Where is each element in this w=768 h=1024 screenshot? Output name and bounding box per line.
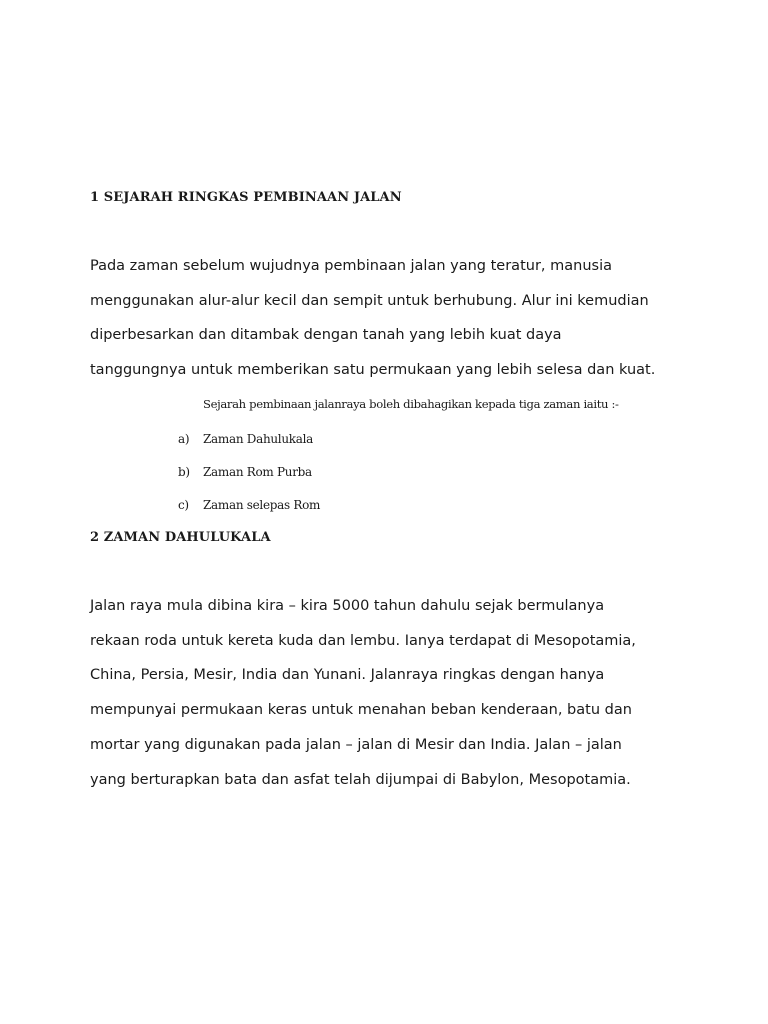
paragraph-line: China, Persia, Mesir, India dan Yunani. Jalanraya ringkas dengan hanya [90, 667, 605, 684]
paragraph-line: tanggungnya untuk memberikan satu permukaan yang lebih selesa dan kuat. [90, 362, 656, 379]
paragraph-line: rekaan roda untuk kereta kuda dan lembu. Ianya terdapat di Mesopotamia, [90, 632, 636, 649]
paragraph-line: Jalan raya mula dibina kira – kira 5000 tahun dahulu sejak bermulanya [90, 598, 605, 614]
paragraph-line: mempunyai permukaan keras untuk menahan beban kenderaan, batu dan [90, 702, 632, 719]
era-list [178, 429, 320, 528]
list-item [178, 429, 320, 462]
list-item [178, 462, 320, 495]
section-2-paragraph [90, 589, 690, 797]
section-1-heading: 1 SEJARAH RINGKAS PEMBINAAN JALAN [90, 190, 402, 205]
section-1-paragraph [90, 249, 690, 388]
list-marker: a) [178, 432, 190, 446]
paragraph-line: Pada zaman sebelum wujudnya pembinaan jalan yang teratur, manusia [90, 258, 612, 274]
list-item [178, 495, 320, 528]
list-marker: c) [178, 498, 189, 512]
paragraph-line: yang berturapkan bata dan asfat telah dijumpai di Babylon, Mesopotamia. [90, 771, 631, 788]
section-2-heading: 2 ZAMAN DAHULUKALA [90, 530, 271, 545]
list-intro: Sejarah pembinaan jalanraya boleh dibahagikan kepada tiga zaman iaitu :- [203, 397, 619, 411]
list-item-text: Zaman Rom Purba [203, 465, 312, 479]
list-item-text: Zaman Dahulukala [203, 432, 313, 446]
paragraph-line: mortar yang digunakan pada jalan – jalan di Mesir dan India. Jalan – jalan [90, 736, 622, 753]
list-marker: b) [178, 465, 190, 479]
paragraph-line: menggunakan alur-alur kecil dan sempit untuk berhubung. Alur ini kemudian [90, 292, 649, 309]
paragraph-line: diperbesarkan dan ditambak dengan tanah yang lebih kuat daya [90, 327, 562, 344]
list-item-text: Zaman selepas Rom [203, 498, 321, 512]
